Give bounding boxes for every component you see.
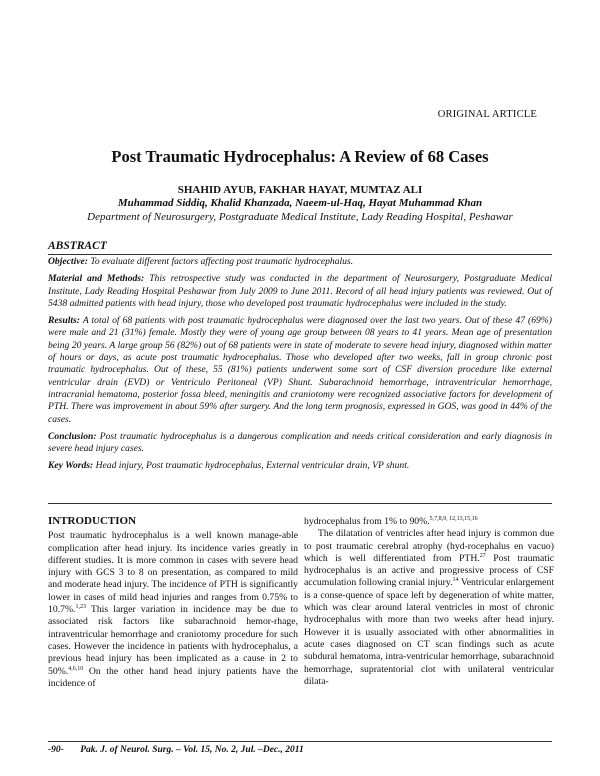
right-column xyxy=(304,516,554,688)
intro-text-b: This larger variation in incidence may be due to associated risk factors like subarachnoid hemor-rhage, intraventricular hemorrhage and craniotomy procedure for such cases. However the incidence in patients with hydrocephalus, a previous head injury has been implicated as a cause in 2 to 50%. xyxy=(48,604,298,677)
methods-text: This retrospective study was conducted in the department of Neurosurgery, Postgraduate Medical Institute, Lady Reading Hospital Peshawar from July 2009 to June 2011. Record of all head injury patients was reviewed. Out of 5438 admitted patients with head injury, those who developed post traumatic hydrocephalus were included in the study. xyxy=(48,273,553,309)
results-label: Results: xyxy=(48,315,80,327)
journal-citation: Pak. J. of Neurol. Surg. – Vol. 15, No. 2, Jul. –Dec., 2011 xyxy=(80,745,304,755)
citation-ref: 14 xyxy=(452,577,459,584)
introduction-heading: INTRODUCTION xyxy=(48,515,137,527)
footer-rule xyxy=(48,741,552,742)
right-text-2a: The dilatation of ventricles after head injury is common due to post traumatic cerebral atrophy (hyd-rocephalus en vacuo) which is well differentiated from PTH. xyxy=(304,528,554,564)
methods-label: Material and Methods: xyxy=(48,273,145,285)
right-text-2c: Ventricular enlargement is a conse-quence of space left by degeneration of white matter, which was clear around lateral ventricles in most of chronic hydrocephalus with more than two weeks after head injury. However it is usually associated with other abnormalities in acute cases diagnosed on CT scan findings such as acute subdural hematoma, intra-ventricular hemorrhage, subarachnoid hemorrhage, supratentorial clot with unilateral ventricular dilata- xyxy=(304,577,555,687)
paper-title: Post Traumatic Hydrocephalus: A Review of 68 Cases xyxy=(111,147,489,166)
keywords-text: Head injury, Post traumatic hydrocephalus, External ventricular drain, VP shunt. xyxy=(95,460,410,472)
abstract-results xyxy=(48,315,552,426)
authors: SHAHID AYUB, FAKHAR HAYAT, MUMTAZ ALI xyxy=(177,184,423,196)
intro-text-c: On the other hand head injury patients have the incidence of xyxy=(48,665,298,689)
page-number: -90- xyxy=(48,745,64,755)
objective-label: Objective: xyxy=(48,256,88,267)
introduction-paragraph-2 xyxy=(304,528,554,688)
abstract-conclusion xyxy=(48,431,552,456)
citation-ref: 27 xyxy=(479,552,486,559)
keywords-label: Key Words: xyxy=(48,460,94,472)
article-type-label: ORIGINAL ARTICLE xyxy=(437,109,537,120)
results-text: A total of 68 patients with post traumatic hydrocephalus were diagnosed over the last two years. Out of these 47 (69%) were male and 21 (31%) female. Mostly they were of young age group between 08 years to 41 years. Mean age of presentation being 20 years. A large group 56 (82%) out of 68 patients were in state of moderate to severe head injury, diagnosed within matter of hours or days, as acute post traumatic hydrocephalus. Those who developed after two weeks, fall in group chronic post traumatic hydrocephalus. Out of these, 55 (81%) patients underwent some sort of CSF diversion procedure like external ventricular drain (EVD) or Ventriculo Peritoneal (VP) Shunt. Subarachnoid hemorrhage, intraventricular hemorrhage, intracranial hematoma, posterior fossa bleed, meningitis and craniotomy were recognized associative factors for development of PTH. There was improvement in about 59% after surgery. And the long term prognosis, expressed in GOS, was good in 44% of the cases. xyxy=(48,315,552,425)
abstract-objective xyxy=(48,256,552,268)
page-footer xyxy=(48,745,304,755)
right-text-2b: Post traumatic hydrocephalus is an active and progressive process of CSF accumulation following cranial injury. xyxy=(304,552,554,589)
conclusion-text: Post traumatic hydrocephalus is a dangerous complication and needs critical consideration and early diagnosis in severe head injury cases. xyxy=(48,430,552,455)
department-affiliation: Department of Neurosurgery, Postgraduate Medical Institute, Lady Reading Hospital, Peshawar xyxy=(87,211,513,223)
intro-text-a: Post traumatic hydrocephalus is a well known manage-able complication after head injury. Its incidence varies greatly in different studies. It is more common in cases with severe head injury with GCS 3 to 8 on presentation, as compared to mild and moderate head injury. The incidence of PTH is significantly lower in cases of mild head injuries and ranges from 0.75% to 10.7%. xyxy=(48,530,298,616)
conclusion-label: Conclusion: xyxy=(48,430,97,442)
citation-ref: 5,7,8,9, 12,13,15,16 xyxy=(429,516,478,522)
abstract-body xyxy=(48,256,552,478)
abstract-heading: ABSTRACT xyxy=(48,240,107,252)
abstract-bottom-rule xyxy=(48,503,552,504)
right-text-1: hydrocephalus from 1% to 90%. xyxy=(304,516,430,527)
abstract-keywords xyxy=(48,460,552,472)
left-column xyxy=(48,515,298,690)
introduction-continuation xyxy=(304,516,554,528)
citation-ref: 1,23 xyxy=(75,604,86,611)
objective-text: To evaluate different factors affecting post traumatic hydrocephalus. xyxy=(90,256,354,267)
citation-ref: 4,6,10 xyxy=(68,665,84,672)
abstract-top-rule xyxy=(48,254,552,255)
coauthors: Muhammad Siddiq, Khalid Khanzada, Naeem-ul-Haq, Hayat Muhammad Khan xyxy=(117,197,483,209)
abstract-methods xyxy=(48,273,552,310)
introduction-paragraph-1 xyxy=(48,530,298,690)
